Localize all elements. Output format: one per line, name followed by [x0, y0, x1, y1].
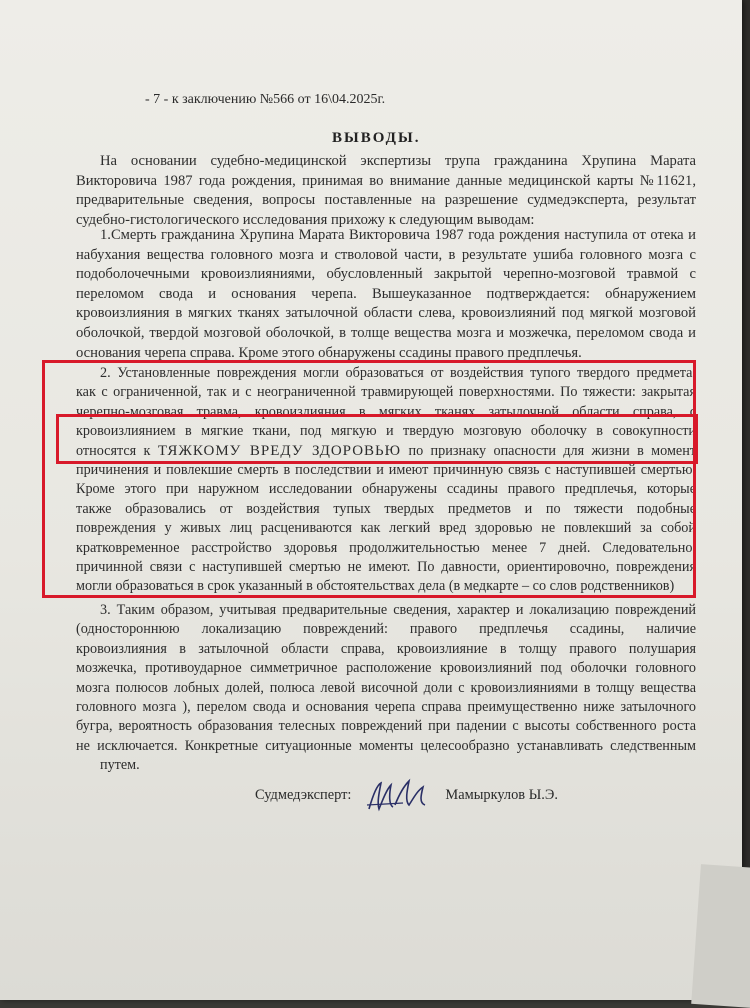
text-line: 3. Таким образом, учитывая предварительные сведения, характер и локализацию повреждений — [100, 602, 696, 618]
text-line: Кроме этого при наружном исследовании обнаружены ссадины правого предплечья, которые — [76, 481, 696, 498]
signature-label: Судмедэксперт: — [255, 786, 352, 803]
text-line: как с ограниченной, так и с неограниченной травмирующей поверхностями. По тяжести: закрытая — [76, 384, 696, 401]
text-line: предварительные сведения, вопросы поставленные на разрешение судмедэксперта, результат — [76, 192, 696, 209]
text-fragment: относятся к — [76, 442, 151, 459]
text-line: 2. Установленные повреждения могли образоваться от воздействия тупого твердого предмета, — [100, 365, 696, 381]
text-line: причинной связи с наступившей смертью не имеют. По давности, ориентировочно, повреждения — [76, 559, 696, 576]
text-line: путем. — [100, 757, 140, 774]
text-line: головного мозга ), перелом свода и основания черепа справа преимущественно ниже затылочного — [76, 699, 696, 716]
conclusion-1 — [76, 226, 696, 363]
text-line: кратковременное расстройство здоровья продолжительностью менее 7 дней. Следовательно, — [76, 539, 696, 556]
highlight-box-inner — [56, 414, 698, 464]
text-line: мозжечка, противоударное симметричное расположение кровоизлияний под оболочки головного — [76, 660, 696, 677]
text-line: повреждения у живых лиц расцениваются как легкий вред здоровью не повлекший за собой — [76, 520, 696, 537]
text-line: судебно-гистологического исследования прихожу к следующим выводам: — [76, 211, 535, 228]
text-line: (одностороннюю локализацию повреждений: правого предплечья ссадины, наличие — [76, 621, 696, 638]
text-line: кровоизлияния в мягких тканях затылочной области слева, кровоизлияний под мягкой мозговой — [76, 305, 696, 322]
text-line: черепно-мозговая травма, кровоизлияния в мягких тканях затылочной области справа, с — [76, 403, 696, 420]
document-header: - 7 - к заключению №566 от 16\04.2025г. — [145, 92, 386, 107]
text-line: могли образоваться в срок указанный в обстоятельствах дела (в медкарте – со слов родственников) — [76, 578, 675, 595]
text-line: также образовались от воздействия тупых твердых предметов и по тяжести подобные — [76, 500, 696, 517]
text-line: оболочкой, твердой мозговой оболочкой, в толще вещества мозга и мозжечка, переломом свода и — [76, 324, 696, 341]
severity-caps: ТЯЖКОМУ ВРЕДУ ЗДОРОВЬЮ — [157, 442, 402, 459]
highlight-box-outer — [42, 360, 696, 598]
text-line: бугра, вероятность образования телесных повреждений при падении с высоты собственного роста — [76, 718, 696, 735]
text-line: переломом свода и основания черепа. Вышеуказанное подтверждается: обнаружением — [76, 285, 696, 302]
text-line: набухания вещества головного мозга и стволовой части, в результате ушиба головного мозга с — [76, 246, 696, 263]
intro-paragraph — [76, 152, 696, 230]
section-title: ВЫВОДЫ. — [332, 130, 421, 146]
handwritten-signature — [363, 775, 433, 815]
text-line: На основании судебно-медицинской экспертизы трупа гражданина Хрупина Марата — [100, 153, 696, 169]
text-line: 1.Смерть гражданина Хрупина Марата Викторовича 1987 года рождения наступила от отека и — [100, 227, 696, 243]
text-line: не исключается. Конкретные ситуационные моменты целесообразно устанавливать следственным — [76, 737, 696, 754]
text-line: причинения и повлекшие смерть в последствии и имеют причинную связь с наступившей смертью. — [76, 462, 696, 479]
page-fold — [691, 864, 750, 1008]
text-fragment: по признаку опасности для жизни в момент — [408, 442, 696, 459]
text-line: основания черепа справа. Кроме этого обнаружены ссадины правого предплечья. — [76, 344, 582, 361]
text-line: Викторовича 1987 года рождения, принимая во внимание данные медицинской карты №11621, — [76, 172, 696, 189]
conclusion-3 — [76, 601, 696, 776]
signature-block — [255, 775, 558, 815]
text-line: кровоизлиянием в мягкие ткани, под мягкую и твердую мозговую оболочку в совокупности — [76, 423, 696, 440]
expert-name: Мамыркулов Ы.Э. — [445, 786, 558, 803]
text-line: мозга полюсов лобных долей, полюса левой височной доли с кровоизлияниями в толщу вещества — [76, 679, 696, 696]
text-line: кровоизлияния в затылочной области справа, кровоизлияние в толщу правого полушария — [76, 640, 696, 657]
text-line: подоболочечными кровоизлияниями, обусловленный закрытой черепно-мозговой травмой с — [76, 266, 696, 283]
